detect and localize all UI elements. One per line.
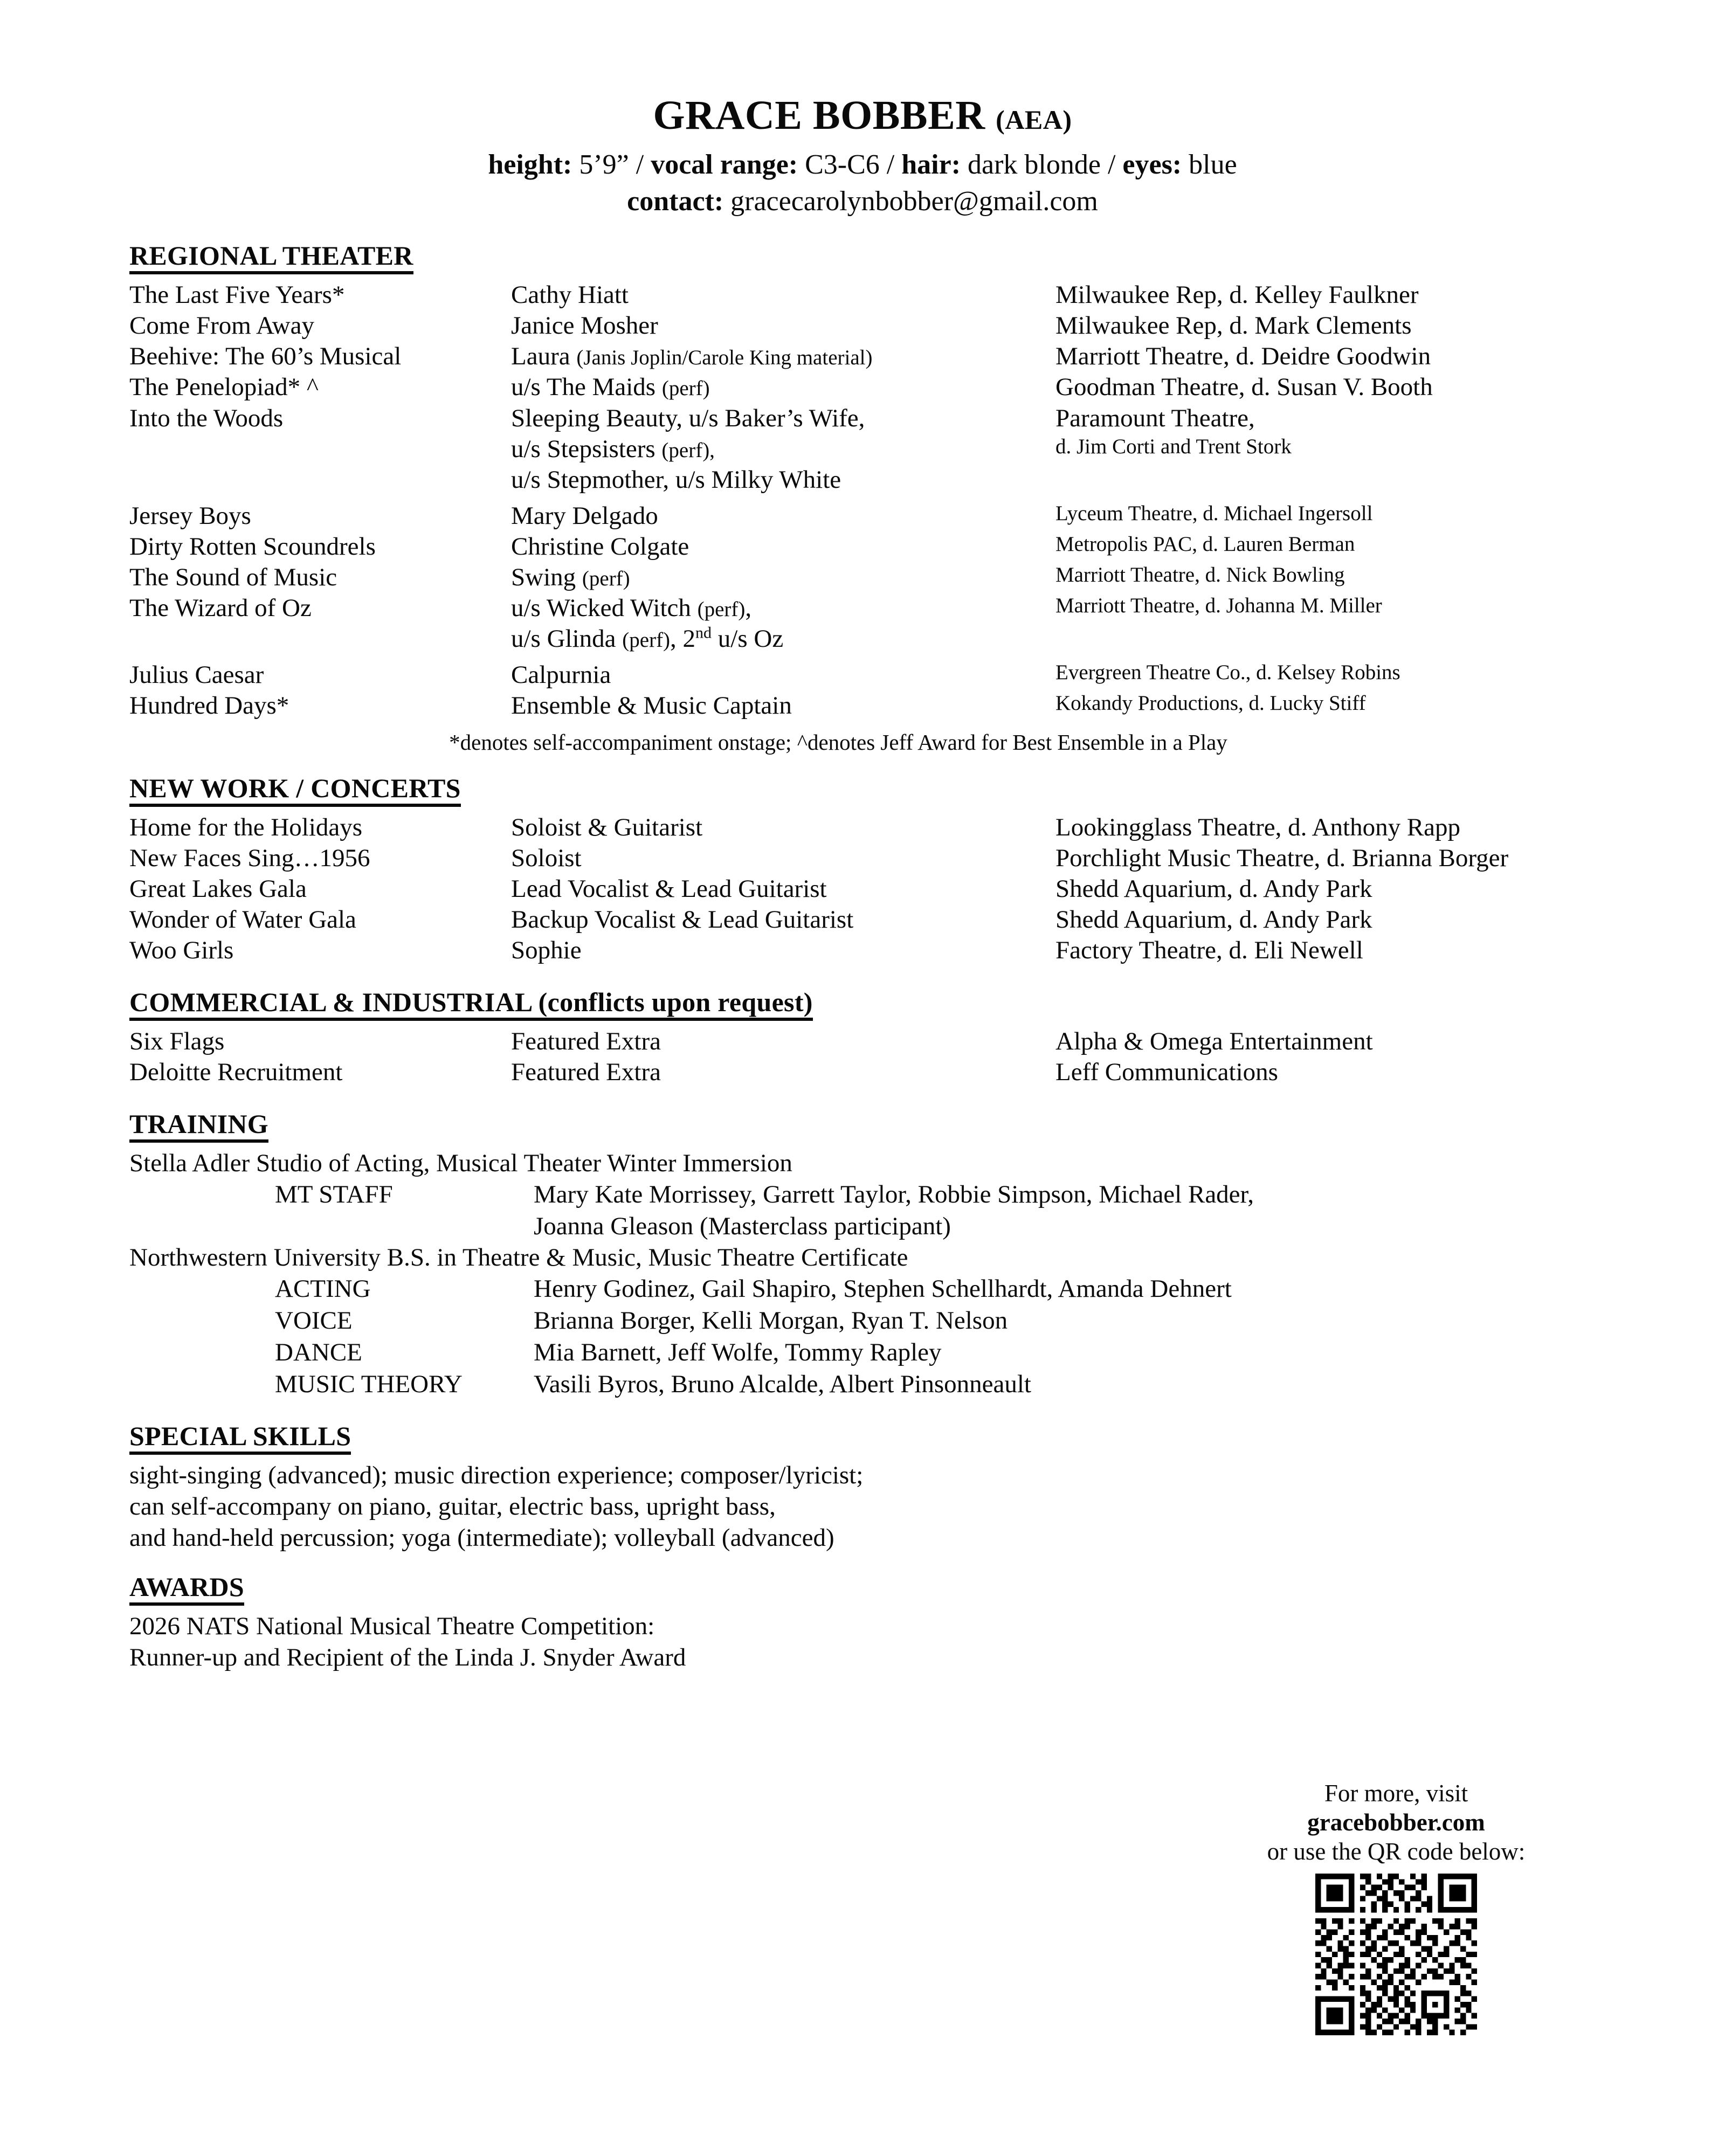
credit-role: Soloist & Guitarist	[511, 813, 703, 841]
award-line: 2026 NATS National Musical Theatre Competition:	[129, 1612, 655, 1640]
credit-show: New Faces Sing…1956	[129, 844, 370, 872]
height-value: 5’9” /	[572, 149, 651, 180]
hair-label: hair:	[901, 149, 961, 180]
section-heading-new-work: NEW WORK / CONCERTS	[129, 773, 461, 807]
credit-show: Wonder of Water Gala	[129, 905, 356, 934]
credit-venue: Evergreen Theatre Co., d. Kelsey Robins	[1055, 661, 1400, 685]
eyes-value: blue	[1182, 149, 1237, 180]
credit-show: Hundred Days*	[129, 692, 289, 720]
training-entry	[129, 1305, 1725, 1337]
credit-show: Julius Caesar	[129, 661, 264, 689]
credit-venue: Porchlight Music Theatre, d. Brianna Borger	[1055, 844, 1509, 872]
credit-role-line	[511, 434, 1055, 465]
eyes-label: eyes:	[1122, 149, 1182, 180]
skills-list	[129, 1460, 1725, 1553]
row-spacer	[129, 654, 1725, 660]
credit-show: Jersey Boys	[129, 501, 251, 530]
section-new-work-concerts	[129, 773, 1725, 966]
table-row	[129, 690, 1725, 721]
credit-role-main: Laura	[511, 342, 577, 371]
contact-email: gracecarolynbobber@gmail.com	[723, 185, 1098, 217]
training-entry	[129, 1369, 1725, 1400]
table-row	[129, 904, 1725, 935]
credit-venue-line: d. Jim Corti and Trent Stork	[1055, 434, 1292, 458]
awards-list	[129, 1611, 1725, 1674]
training-school: Northwestern University B.S. in Theatre & Music, Music Theatre Certificate	[129, 1243, 908, 1272]
credit-role: Mary Delgado	[511, 501, 658, 530]
credit-role: Sophie	[511, 936, 582, 964]
credit-show: Into the Woods	[129, 404, 284, 432]
credit-role-main: u/s The Maids	[511, 373, 662, 402]
training-value: Vasili Byros, Bruno Alcalde, Albert Pinsonneault	[534, 1370, 1031, 1398]
credit-role	[511, 372, 1055, 403]
training-value: Henry Godinez, Gail Shapiro, Stephen Schellhardt, Amanda Dehnert	[534, 1275, 1232, 1303]
credit-venue: Shedd Aquarium, d. Andy Park	[1055, 905, 1372, 934]
credit-show: Dirty Rotten Scoundrels	[129, 532, 376, 561]
credit-venue: Milwaukee Rep, d. Mark Clements	[1055, 312, 1412, 340]
credit-show: The Wizard of Oz	[129, 594, 312, 623]
regional-footnote: *denotes self-accompaniment onstage; ^denotes Jeff Award for Best Ensemble in a Play	[449, 729, 1227, 755]
credit-show: Home for the Holidays	[129, 813, 363, 841]
credit-role	[511, 593, 1055, 654]
credit-role-line: u/s Stepmother, u/s Milky White	[511, 465, 841, 494]
credit-show: Beehive: The 60’s Musical	[129, 342, 402, 371]
credit-show: The Penelopiad* ^	[129, 373, 319, 402]
credit-role	[511, 403, 1055, 495]
credit-venue: Factory Theatre, d. Eli Newell	[1055, 936, 1363, 964]
table-row	[129, 660, 1725, 690]
credit-role-note: (Janis Joplin/Carole King material)	[576, 346, 873, 370]
credit-role: Ensemble & Music Captain	[511, 692, 792, 720]
training-value: Mary Kate Morrissey, Garrett Taylor, Robbie Simpson, Michael Rader,	[534, 1180, 1254, 1209]
credit-role: Featured Extra	[511, 1058, 661, 1087]
vocal-range-value: C3-C6 /	[798, 149, 902, 180]
table-row	[129, 310, 1725, 341]
table-row	[129, 531, 1725, 562]
qr-prompt-line-3: or use the QR code below:	[1267, 1838, 1526, 1865]
credit-role-line: u/s Wicked Witch (perf),	[511, 594, 752, 623]
credit-role-note: (perf)	[661, 377, 710, 400]
credit-role: Soloist	[511, 844, 582, 872]
section-commercial-industrial	[129, 987, 1725, 1088]
credit-role-line: u/s Glinda (perf), 2nd u/s Oz	[511, 624, 784, 653]
skills-line: can self-accompany on piano, guitar, electric bass, upright bass,	[129, 1492, 776, 1521]
section-heading-commercial: COMMERCIAL & INDUSTRIAL (conflicts upon request)	[129, 987, 813, 1021]
qr-code-icon[interactable]	[1315, 1874, 1477, 2035]
physical-stats	[0, 147, 1725, 183]
credit-role-note: (perf)	[622, 628, 671, 652]
table-row	[129, 812, 1725, 843]
section-heading-training: TRAINING	[129, 1109, 268, 1143]
training-entry	[129, 1273, 1725, 1305]
table-row	[129, 501, 1725, 531]
section-regional-theater	[129, 241, 1725, 755]
row-spacer	[129, 495, 1725, 501]
training-entry	[129, 1179, 1725, 1211]
training-label: VOICE	[275, 1307, 353, 1335]
credit-venue: Marriott Theatre, d. Johanna M. Miller	[1055, 594, 1382, 618]
credit-show: The Sound of Music	[129, 563, 337, 592]
regional-credit-list	[129, 280, 1725, 755]
credit-venue: Goodman Theatre, d. Susan V. Booth	[1055, 373, 1433, 402]
table-row	[129, 403, 1725, 495]
training-list	[129, 1148, 1725, 1400]
contact-label: contact:	[627, 185, 724, 217]
credit-venue: Leff Communications	[1055, 1058, 1278, 1087]
credit-venue-line: Paramount Theatre,	[1055, 404, 1255, 432]
table-row	[129, 372, 1725, 403]
contact-line	[0, 183, 1725, 220]
table-row	[129, 593, 1725, 654]
resume-header	[0, 0, 1725, 219]
table-row	[129, 1026, 1725, 1057]
credit-show: Deloitte Recruitment	[129, 1058, 343, 1087]
credit-show: Come From Away	[129, 312, 314, 340]
credit-show: Six Flags	[129, 1027, 225, 1055]
credit-venue: Marriott Theatre, d. Nick Bowling	[1055, 563, 1345, 587]
section-heading-skills: SPECIAL SKILLS	[129, 1421, 351, 1455]
union-affiliation: (AEA)	[996, 105, 1072, 135]
training-value: Mia Barnett, Jeff Wolfe, Tommy Rapley	[534, 1338, 942, 1366]
training-entry	[129, 1337, 1725, 1369]
credit-venue: Metropolis PAC, d. Lauren Berman	[1055, 532, 1355, 556]
credit-show: Woo Girls	[129, 936, 234, 964]
section-heading-awards: AWARDS	[129, 1572, 244, 1606]
training-value: Brianna Borger, Kelli Morgan, Ryan T. Nelson	[534, 1307, 1008, 1335]
training-label: MT STAFF	[275, 1180, 393, 1209]
vocal-range-label: vocal range:	[651, 149, 798, 180]
credit-venue: Kokandy Productions, d. Lucky Stiff	[1055, 692, 1366, 715]
ordinal-suffix: nd	[695, 624, 712, 642]
section-special-skills	[129, 1421, 1725, 1553]
credit-role-note: (perf)	[697, 598, 746, 621]
credit-venue	[1055, 403, 1725, 459]
table-row	[129, 843, 1725, 874]
credit-role: Backup Vocalist & Lead Guitarist	[511, 905, 854, 934]
credit-role	[511, 562, 1055, 593]
table-row	[129, 562, 1725, 593]
credit-role-main: u/s Stepsisters	[511, 434, 662, 463]
credit-role: Lead Vocalist & Lead Guitarist	[511, 874, 827, 903]
skills-line: sight-singing (advanced); music direction experience; composer/lyricist;	[129, 1461, 864, 1490]
credit-role-note: (perf),	[661, 438, 715, 462]
hair-value: dark blonde /	[961, 149, 1123, 180]
table-row	[129, 280, 1725, 310]
table-row	[129, 1057, 1725, 1088]
credit-venue: Milwaukee Rep, d. Kelley Faulkner	[1055, 281, 1419, 309]
qr-panel	[1208, 1779, 1585, 2035]
credit-role-line: Sleeping Beauty, u/s Baker’s Wife,	[511, 404, 865, 432]
credit-role-note: (perf)	[582, 567, 630, 591]
height-label: height:	[488, 149, 572, 180]
training-school: Stella Adler Studio of Acting, Musical Theater Winter Immersion	[129, 1149, 792, 1178]
credit-role: Cathy Hiatt	[511, 281, 629, 309]
qr-website	[1208, 1808, 1585, 1837]
new-work-credit-list	[129, 812, 1725, 966]
credit-venue: Lookingglass Theatre, d. Anthony Rapp	[1055, 813, 1461, 841]
credit-role: Janice Mosher	[511, 312, 658, 340]
credit-venue: Shedd Aquarium, d. Andy Park	[1055, 874, 1372, 903]
credit-venue: Lyceum Theatre, d. Michael Ingersoll	[1055, 501, 1373, 525]
table-row	[129, 341, 1725, 372]
table-row	[129, 935, 1725, 966]
qr-prompt-line-1: For more, visit	[1324, 1780, 1468, 1807]
training-value-continued: Joanna Gleason (Masterclass participant)	[534, 1212, 951, 1241]
table-row	[129, 874, 1725, 904]
credit-venue: Marriott Theatre, d. Deidre Goodwin	[1055, 342, 1431, 371]
credit-role: Featured Extra	[511, 1027, 661, 1055]
page-title	[0, 95, 1725, 136]
training-label: ACTING	[275, 1275, 371, 1303]
section-heading-regional: REGIONAL THEATER	[129, 241, 413, 274]
credit-show: Great Lakes Gala	[129, 874, 307, 903]
credit-role: Calpurnia	[511, 661, 611, 689]
performer-name: GRACE BOBBER	[653, 93, 985, 138]
credit-role: Christine Colgate	[511, 532, 689, 561]
qr-website-text: gracebobber.com	[1307, 1809, 1485, 1836]
training-label: MUSIC THEORY	[275, 1370, 463, 1398]
section-awards	[129, 1572, 1725, 1674]
commercial-credit-list	[129, 1026, 1725, 1088]
credit-role	[511, 341, 1055, 372]
skills-line: and hand-held percussion; yoga (intermediate); volleyball (advanced)	[129, 1523, 834, 1552]
credit-role-main: Swing	[511, 563, 582, 592]
credit-venue: Alpha & Omega Entertainment	[1055, 1027, 1373, 1055]
award-line: Runner-up and Recipient of the Linda J. Snyder Award	[129, 1643, 686, 1671]
credit-show: The Last Five Years*	[129, 281, 345, 309]
section-training	[129, 1109, 1725, 1400]
training-label: DANCE	[275, 1338, 362, 1366]
